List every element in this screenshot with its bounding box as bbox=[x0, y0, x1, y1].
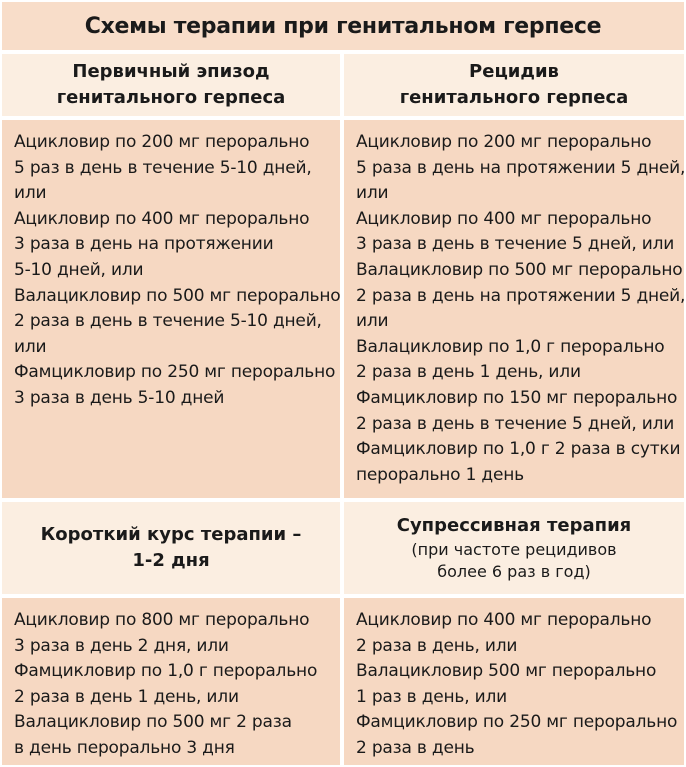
regimen-line: Фамцикловир по 250 мг перорально bbox=[14, 362, 336, 383]
body-relapse bbox=[344, 120, 684, 498]
regimen-line: 3 раза в день 5-10 дней bbox=[14, 387, 225, 408]
regimen-line: или bbox=[356, 311, 389, 332]
regimen-line: Валацикловир по 500 мг перорально bbox=[356, 259, 683, 280]
regimen-line: Валацикловир по 500 мг 2 раза bbox=[14, 712, 292, 733]
header-line: Супрессивная терапия bbox=[396, 515, 632, 536]
header-short-course bbox=[2, 502, 340, 594]
regimen-line: Валацикловир по 1,0 г перорально bbox=[356, 336, 665, 357]
regimen-line: 2 раза в день на протяжении 5 дней, bbox=[356, 285, 686, 306]
regimen-line: Валацикловир 500 мг перорально bbox=[356, 661, 657, 682]
body-suppressive-therapy bbox=[344, 598, 684, 765]
regimen-line: 3 раза в день в течение 5 дней, или bbox=[356, 234, 675, 255]
regimen-line: Фамцикловир по 150 мг перорально bbox=[356, 387, 678, 408]
table-title bbox=[2, 2, 684, 50]
regimen-line: или bbox=[14, 336, 47, 357]
regimen-line: Фамцикловир по 250 мг перорально bbox=[356, 712, 678, 733]
regimen-line: 3 раза в день на протяжении bbox=[14, 234, 274, 255]
regimen-line: Ацикловир по 200 мг перорально bbox=[14, 132, 310, 152]
regimen-line: или bbox=[356, 183, 389, 204]
regimen-line: Ацикловир по 400 мг перорально bbox=[14, 208, 310, 229]
regimen-line: 2 раза в день 1 день, или bbox=[14, 686, 239, 707]
regimen-line: 2 раза в день, или bbox=[356, 635, 518, 656]
header-line: генитального герпеса bbox=[399, 87, 629, 108]
header-relapse bbox=[344, 54, 684, 116]
header-line: Короткий курс терапии – bbox=[40, 524, 302, 545]
regimen-line: в день перорально 3 дня bbox=[14, 737, 235, 758]
regimen-line: 1 раз в день, или bbox=[356, 686, 508, 707]
regimen-line: перорально 1 день bbox=[356, 464, 524, 485]
header-subline: более 6 раз в год) bbox=[437, 562, 591, 581]
header-line: генитального герпеса bbox=[56, 87, 286, 108]
regimen-line: 5-10 дней, или bbox=[14, 259, 144, 280]
header-subline: (при частоте рецидивов bbox=[411, 540, 617, 559]
regimen-line: или bbox=[14, 183, 47, 204]
header-line: 1-2 дня bbox=[132, 550, 210, 571]
header-primary-episode bbox=[2, 54, 340, 116]
body-primary-episode bbox=[2, 120, 340, 498]
regimen-line: Ацикловир по 400 мг перорально bbox=[356, 208, 652, 229]
regimen-line: 2 раза в день bbox=[356, 737, 475, 758]
regimen-line: 2 раза в день 1 день, или bbox=[356, 362, 581, 383]
regimen-line: 3 раза в день 2 дня, или bbox=[14, 635, 229, 656]
header-line: Первичный эпизод bbox=[72, 61, 270, 82]
header-suppressive-therapy bbox=[344, 502, 684, 594]
regimen-line: 2 раза в день в течение 5 дней, или bbox=[356, 413, 675, 434]
regimen-line: Фамцикловир по 1,0 г перорально bbox=[14, 661, 318, 682]
table-title-text: Схемы терапии при генитальном герпесе bbox=[84, 13, 602, 39]
regimen-line: 5 раз в день в течение 5-10 дней, bbox=[14, 157, 312, 178]
regimen-line: 2 раза в день в течение 5-10 дней, bbox=[14, 311, 322, 332]
regimen-line: Ацикловир по 400 мг перорально bbox=[356, 610, 652, 630]
body-short-course bbox=[2, 598, 340, 765]
regimen-line: Ацикловир по 200 мг перорально bbox=[356, 132, 652, 152]
regimen-line: Ацикловир по 800 мг перорально bbox=[14, 610, 310, 630]
regimen-line: 5 раза в день на протяжении 5 дней, bbox=[356, 157, 686, 178]
regimen-line: Фамцикловир по 1,0 г 2 раза в сутки bbox=[356, 439, 681, 460]
regimen-line: Валацикловир по 500 мг перорально bbox=[14, 285, 341, 306]
header-line: Рецидив bbox=[469, 61, 559, 82]
